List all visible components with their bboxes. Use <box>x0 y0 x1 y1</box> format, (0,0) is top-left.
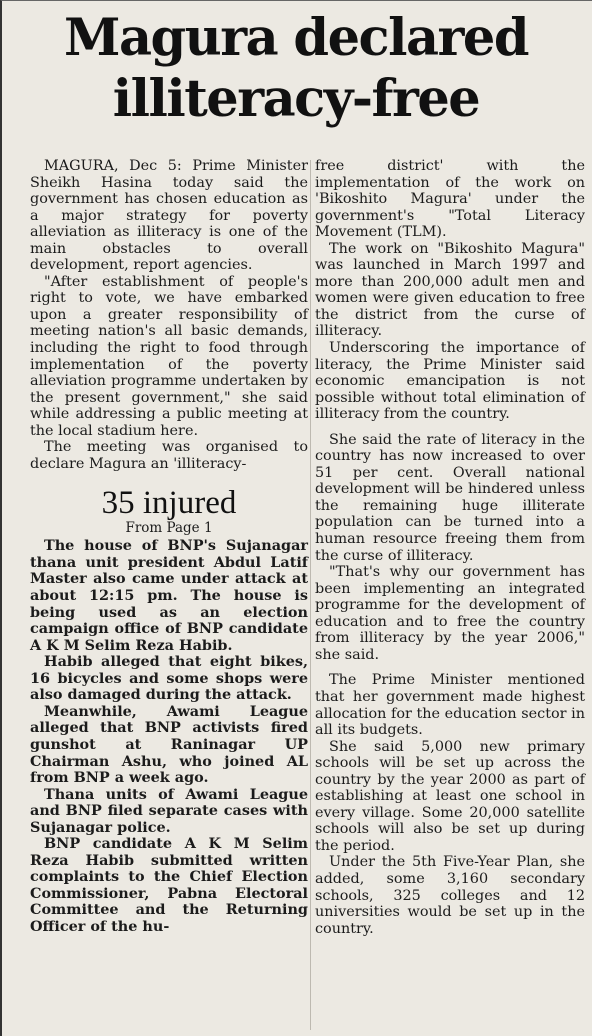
sidebar-paragraph: The house of BNP's Sujanagar thana unit president Abdul Latif Master also came under attack at about 12:15 pm. The house is being used as an election campaign office of BNP candidate A K M Selim Reza Habib. <box>30 537 308 654</box>
article-paragraph: free district' with the implementation of the work on 'Bikoshito Magura' under the government's "Total Literacy Movement (TLM). <box>315 158 585 241</box>
article-paragraph: She said the rate of literacy in the country has now increased to over 51 per cent. Overall national development will be hindered unless the remaining huge illiterate population can be turned into a human resource freeing them from the curse of illiteracy. <box>315 431 585 564</box>
left-column <box>30 158 308 936</box>
column-divider <box>310 160 311 1030</box>
article-paragraph: Under the 5th Five-Year Plan, she added, some 3,160 secondary schools, 325 colleges and 12 universities would be set up in the country. <box>315 854 585 937</box>
sidebar-paragraph: BNP candidate A K M Selim Reza Habib submitted written complaints to the Chief Election Commissioner, Pabna Electoral Committee and the Returning Officer of the hu- <box>30 835 308 935</box>
sidebar-paragraph: Meanwhile, Awami League alleged that BNP activists fired gunshot at Raninagar UP Chairman Ashu, who joined AL from BNP a week ago. <box>30 702 308 787</box>
article-paragraph: Underscoring the importance of literacy, the Prime Minister said economic emancipation is not possible without total elimination of illiteracy from the country. <box>315 340 585 423</box>
article-paragraph: The Prime Minister mentioned that her government made highest allocation for the education sector in all its budgets. <box>315 672 585 739</box>
sidebar-title: 35 injured <box>101 485 237 522</box>
article-paragraph: The meeting was organised to declare Magura an 'illiteracy- <box>30 439 308 472</box>
article-paragraph: MAGURA, Dec 5: Prime Minister Sheikh Hasina today said the government has chosen education as a major strategy for poverty alleviation as illiteracy is one of the main obstacles to overall development, report agencies. <box>30 158 308 274</box>
article-paragraph: She said 5,000 new primary schools will be set up across the country by the year 2000 as part of establishing at least one school in every village. Some 20,000 satellite schools will also be set up during the period. <box>315 738 585 854</box>
headline-line-2: illiteracy-free <box>112 69 480 129</box>
article-paragraph: "That's why our government has been implementing an integrated programme for the development of education and to free the country from illiteracy by the year 2006," she said. <box>315 564 585 663</box>
headline-line-1: Magura declared <box>64 8 528 68</box>
sidebar-paragraph: Thana units of Awami League and BNP filed separate cases with Sujanagar police. <box>30 785 308 836</box>
sidebar-story <box>30 538 308 935</box>
headline <box>0 8 592 130</box>
sidebar-paragraph: Habib alleged that eight bikes, 16 bicycles and some shops were also damaged during the attack. <box>30 653 308 704</box>
right-column <box>315 158 585 937</box>
article-paragraph: The work on "Bikoshito Magura" was launched in March 1997 and more than 200,000 adult men and women were given education to free the district from the curse of illiteracy. <box>315 240 585 340</box>
article-paragraph: "After establishment of people's right to vote, we have embarked upon a greater responsibility of meeting nation's all basic demands, including the right to food through implementation of the poverty alleviation programme undertaken by the present government," she said while addressing a public meeting at the local stadium here. <box>30 273 308 439</box>
sidebar-continuation: From Page 1 <box>125 520 213 537</box>
